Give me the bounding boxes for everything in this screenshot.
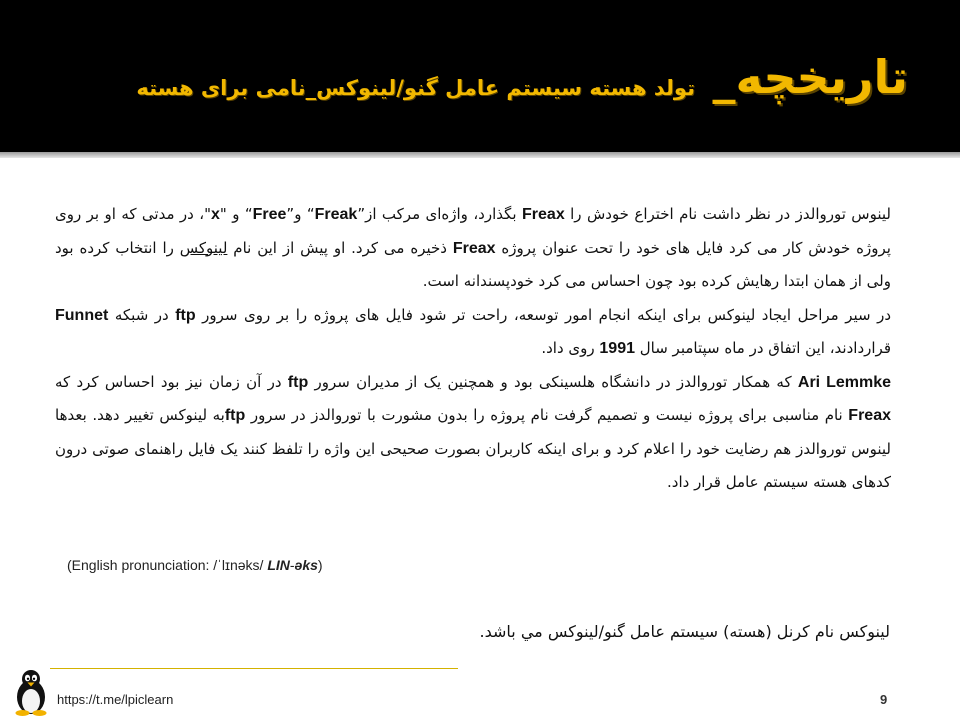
bold-term: Freak: [314, 206, 358, 223]
text-run: “ و”: [286, 205, 315, 223]
pronunciation-emph-lin: LIN: [267, 557, 290, 573]
text-run: بگذارد، واژه‌ای مرکب از”: [357, 205, 523, 223]
bold-term: Freax: [522, 206, 565, 223]
slide-subtitle: تولد هسته سیستم عامل گنو/لینوکس_نامی برای هسته: [136, 76, 695, 100]
page-number: 9: [880, 692, 888, 707]
underlined-term: لینوکس: [179, 238, 228, 257]
body-text: [55, 198, 891, 500]
pronunciation-prefix: (English pronunciation: /ˈlɪnəks/: [67, 557, 268, 573]
paragraph-3: [55, 366, 891, 500]
paragraph-2: [55, 299, 891, 366]
text-run: در شبکه: [108, 305, 176, 324]
text-run: که همکار توروالدز در دانشگاه هلسینکی بود و همچنین یک از مدیران سرور: [308, 372, 798, 391]
kernel-statement: لینوکس نام کرنل (هسته) سیستم عامل گنو/لینوکس مي باشد.: [479, 622, 890, 641]
bold-term: Funnet: [55, 306, 109, 324]
text-run: روی داد.: [541, 339, 600, 357]
pronunciation-dash: -: [289, 557, 295, 573]
text-run: به لینوکس تغییر دهد. بعدها لینوس توروالدز هم رضایت خود را اعلام کرد و برای اینکه کاربران بصورت صحیحی این واژه را تلفظ کنند یک فایل راهنمای صوتی درون کدهای هسته سیستم عامل قرار داد.: [55, 406, 891, 491]
pronunciation-suffix: ): [317, 557, 323, 573]
pronunciation-note: [67, 557, 323, 573]
bold-term: Free: [252, 206, 287, 223]
text-run: را انتخاب کرده بود ولی از همان ابتدا رهایش کرده بود چون احساس می کرد خودپسندانه است.: [55, 238, 891, 290]
bold-term: ftp: [224, 407, 246, 424]
slide-title: تاریخچه_: [712, 50, 908, 104]
text-run: "، در مدتی که او بر روی پروژه خودش کار می کرد فایل های خود را تحت عنوان پروژه: [55, 205, 891, 257]
bold-term: 1991: [599, 340, 635, 357]
header-bar: [0, 0, 960, 152]
footer-divider: [50, 668, 458, 669]
bold-term: x: [210, 206, 220, 223]
bold-term: ftp: [175, 306, 196, 324]
header-divider: [0, 152, 960, 158]
bold-term: Freax: [452, 239, 496, 257]
text-run: ذخیره می کرد. او پیش از این نام: [227, 238, 453, 257]
paragraph-1: [55, 198, 891, 299]
text-run: قراردادند، این اتفاق در ماه سپتامبر سال: [634, 339, 891, 357]
text-run: لینوس توروالدز در نظر داشت نام اختراع خودش را: [564, 205, 891, 223]
text-run: “ و ": [219, 205, 253, 223]
telegram-link[interactable]: https://t.me/lpiclearn: [57, 692, 174, 707]
bold-term: Freax: [848, 407, 891, 424]
pronunciation-emph-aks: əks: [294, 557, 318, 573]
tux-penguin-icon: [12, 668, 50, 716]
text-run: نام مناسبی برای پروژه نیست و تصمیم گرفت نام پروژه را بدون مشورت با توروالدز در سرور: [245, 406, 849, 424]
bold-term: ftp: [287, 373, 309, 391]
bold-term: Ari Lemmke: [797, 373, 891, 391]
text-run: در سیر مراحل ایجاد لینوکس برای اینکه انجام امور توسعه، راحت تر شود فایل های پروژه را بر روی سرور: [195, 305, 892, 324]
text-run: در آن زمان نیز بود احساس کرد که: [55, 372, 288, 391]
